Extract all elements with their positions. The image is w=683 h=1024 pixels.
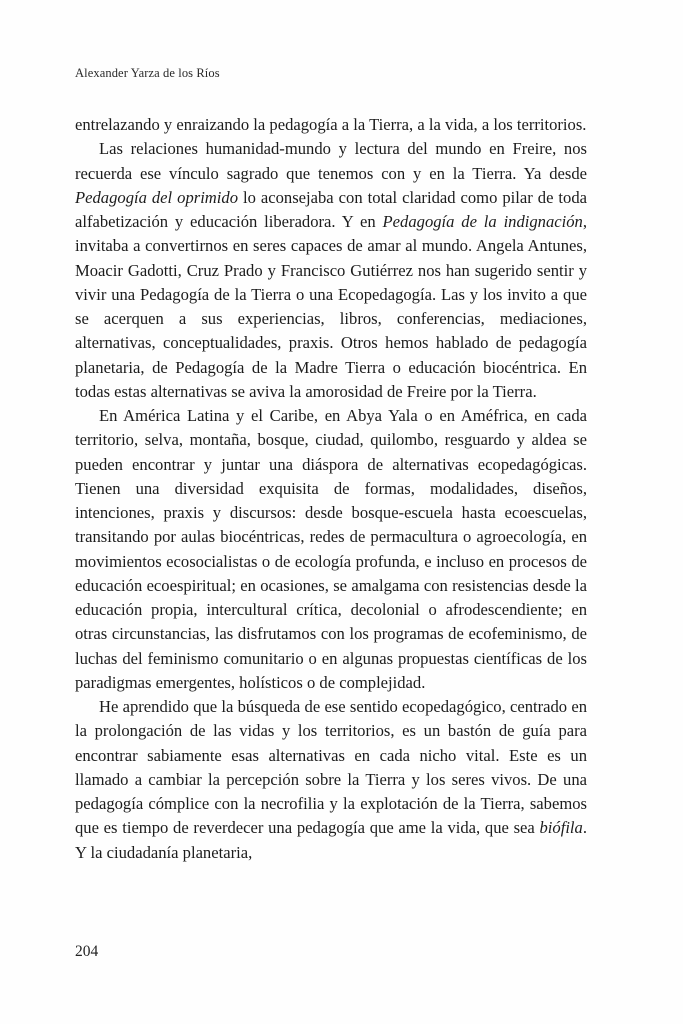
emphasis-biofila: biófila <box>539 818 583 838</box>
paragraph-1 <box>75 113 587 137</box>
running-head: Alexander Yarza de los Ríos <box>75 66 220 80</box>
paragraph-2-text: Las relaciones humanidad-mundo y lectura del mundo en Freire, nos recuerda ese vínculo sagrado que tenemos con y en la Tierra. Ya desde <box>75 139 587 183</box>
body-text <box>75 113 587 865</box>
paragraph-4-text: . Y la ciudadanía planetaria, <box>75 818 587 862</box>
paragraph-3 <box>75 404 587 695</box>
page-number: 204 <box>75 943 99 960</box>
book-title-pedagogia-del-oprimido: Pedagogía del oprimido <box>75 187 238 207</box>
paragraph-2-text: , invitaba a convertirnos en seres capaces de amar al mundo. Angela Antunes, Moacir Gadotti, Cruz Prado y Francisco Gutiérrez nos han sugerido sentir y vivir una Pedagogía de la Tierra o una Ecopedagogía. Las y los invito a que se acerquen a sus experiencias, libros, conferencias, mediaciones, alternativas, conceptualidades, praxis. Otros hemos hablado de pedagogía planetaria, de Pedagogía de la Madre Tierra o educación biocéntrica. En todas estas alternativas se aviva la amorosidad de Freire por la Tierra. <box>75 212 587 401</box>
book-title-pedagogia-de-la-indignacion: Pedagogía de la indignación <box>382 212 583 231</box>
paragraph-3-text: En América Latina y el Caribe, en Abya Yala o en Améfrica, en cada territorio, selva, montaña, bosque, ciudad, quilombo, resguardo y aldea se pueden encontrar y juntar una diáspora de alternativas ecopedagógicas. Tienen una diversidad exquisita de formas, modalidades, diseños, intenciones, praxis y discursos: desde bosque-escuela hasta ecoescuelas, transitando por aulas biocéntricas, redes de permacultura o agroecología, en movimientos ecosocialistas o de ecología profunda, e incluso en procesos de educación ecoespiritual; en ocasiones, se amalgama con resistencias desde la educación propia, intercultural crítica, decolonial o afrodescendiente; en otras circunstancias, las disfrutamos con los programas de ecofeminismo, de luchas del feminismo comunitario o en algunas propuestas científicas de los paradigmas emergentes, holísticos o de complejidad. <box>75 406 587 692</box>
paragraph-2-text: lo aconsejaba con total claridad como pilar de toda alfabetización y educación liberadora. Y en <box>75 187 588 231</box>
paragraph-1-text: entrelazando y enraizando la pedagogía a la Tierra, a la vida, a los territorios. <box>75 115 587 134</box>
paragraph-4 <box>75 695 587 865</box>
paragraph-4-text: He aprendido que la búsqueda de ese sentido ecopedagógico, centrado en la prolongación de las vidas y los territorios, es un bastón de guía para encontrar sabiamente esas alternativas en cada nicho vital. Este es un llamado a cambiar la percepción sobre la Tierra y los seres vivos. De una pedagogía cómplice con la necrofilia y la explotación de la Tierra, sabemos que es tiempo de reverdecer una pedagogía que ame la vida, que sea <box>75 697 587 838</box>
paragraph-2 <box>75 137 587 404</box>
